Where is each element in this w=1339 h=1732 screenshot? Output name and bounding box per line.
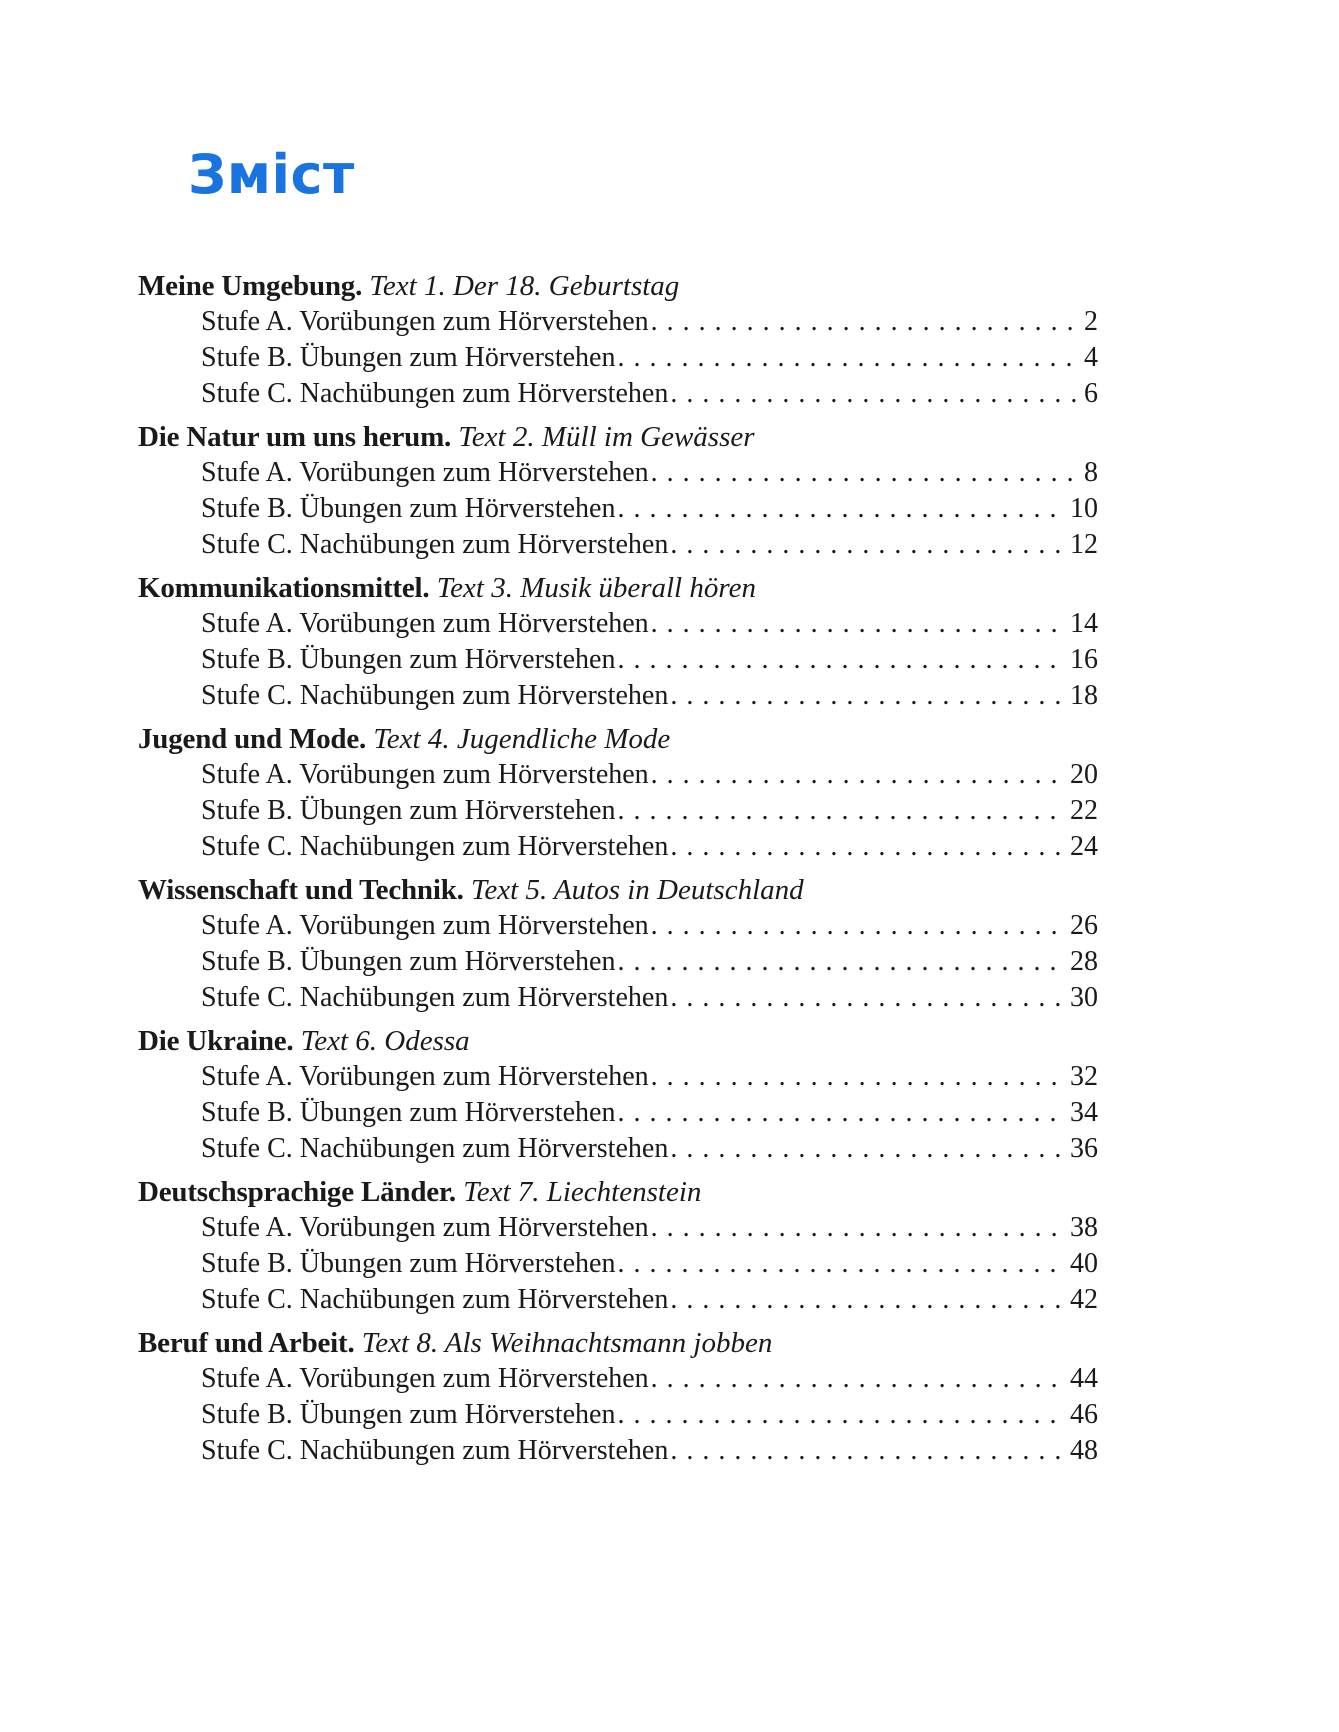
toc-entry[interactable] <box>138 606 1098 642</box>
toc-entry[interactable] <box>138 1131 1098 1167</box>
page-number: 12 <box>1070 529 1098 560</box>
section-text-title: Text 7. Liechtenstein <box>463 1176 702 1208</box>
entry-label: Stufe A. Vorübungen zum Hörverstehen <box>201 457 649 488</box>
toc-entry[interactable] <box>138 304 1098 340</box>
page-number: 32 <box>1070 1061 1098 1092</box>
toc-section <box>138 570 1098 714</box>
section-text-title: Text 4. Jugendliche Mode <box>373 723 671 755</box>
toc-section <box>138 268 1098 412</box>
dot-leader <box>617 944 1067 980</box>
toc-entry[interactable] <box>138 491 1098 527</box>
section-text-title: Text 3. Musik überall hören <box>436 572 756 604</box>
entry-label: Stufe C. Nachübungen zum Hörverstehen <box>201 529 669 560</box>
entry-label: Stufe B. Übungen zum Hörverstehen <box>201 946 616 977</box>
section-heading[interactable] <box>138 570 1098 606</box>
toc-entry[interactable] <box>138 1397 1098 1433</box>
page-number: 10 <box>1070 493 1098 524</box>
dot-leader <box>617 340 1081 376</box>
toc-entry[interactable] <box>138 678 1098 714</box>
dot-leader <box>651 606 1067 642</box>
toc-entry[interactable] <box>138 1095 1098 1131</box>
entry-label: Stufe A. Vorübungen zum Hörverstehen <box>201 910 649 941</box>
dot-leader <box>651 1361 1067 1397</box>
dot-leader <box>670 678 1067 714</box>
page-number: 8 <box>1084 457 1098 488</box>
entry-label: Stufe C. Nachübungen zum Hörverstehen <box>201 982 669 1013</box>
dot-leader <box>670 376 1081 412</box>
section-text-title: Text 1. Der 18. Geburtstag <box>369 270 680 302</box>
entry-label: Stufe C. Nachübungen zum Hörverstehen <box>201 1133 669 1164</box>
entry-label: Stufe B. Übungen zum Hörverstehen <box>201 493 616 524</box>
toc-entry[interactable] <box>138 527 1098 563</box>
dot-leader <box>617 491 1067 527</box>
toc-entry[interactable] <box>138 793 1098 829</box>
toc-entry[interactable] <box>138 980 1098 1016</box>
page-number: 18 <box>1070 680 1098 711</box>
dot-leader <box>670 980 1067 1016</box>
dot-leader <box>617 1397 1067 1433</box>
section-heading[interactable] <box>138 1174 1098 1210</box>
dot-leader <box>651 757 1067 793</box>
dot-leader <box>651 908 1067 944</box>
page-number: 20 <box>1070 759 1098 790</box>
page-title: Зміст <box>188 143 355 206</box>
page-number: 24 <box>1070 831 1098 862</box>
page-number: 28 <box>1070 946 1098 977</box>
section-heading[interactable] <box>138 268 1098 304</box>
entry-label: Stufe B. Übungen zum Hörverstehen <box>201 342 616 373</box>
toc-entry[interactable] <box>138 829 1098 865</box>
dot-leader <box>651 455 1081 491</box>
toc-entry[interactable] <box>138 340 1098 376</box>
toc-entry[interactable] <box>138 455 1098 491</box>
dot-leader <box>617 642 1067 678</box>
toc-entry[interactable] <box>138 1433 1098 1469</box>
dot-leader <box>617 793 1067 829</box>
entry-label: Stufe B. Übungen zum Hörverstehen <box>201 1097 616 1128</box>
entry-label: Stufe B. Übungen zum Hörverstehen <box>201 1399 616 1430</box>
section-heading[interactable] <box>138 872 1098 908</box>
toc-entry[interactable] <box>138 642 1098 678</box>
dot-leader <box>651 1210 1067 1246</box>
entry-label: Stufe B. Übungen zum Hörverstehen <box>201 795 616 826</box>
toc-entry[interactable] <box>138 1361 1098 1397</box>
dot-leader <box>617 1246 1067 1282</box>
page-number: 44 <box>1070 1363 1098 1394</box>
entry-label: Stufe A. Vorübungen zum Hörverstehen <box>201 1212 649 1243</box>
dot-leader <box>670 829 1067 865</box>
entry-label: Stufe C. Nachübungen zum Hörverstehen <box>201 1284 669 1315</box>
section-text-title: Text 8. Als Weihnachtsmann jobben <box>361 1327 773 1359</box>
entry-label: Stufe C. Nachübungen zum Hörverstehen <box>201 680 669 711</box>
toc-entry[interactable] <box>138 1246 1098 1282</box>
page-number: 16 <box>1070 644 1098 675</box>
dot-leader <box>651 304 1081 340</box>
page-number: 48 <box>1070 1435 1098 1466</box>
toc-entry[interactable] <box>138 376 1098 412</box>
section-title: Die Ukraine. <box>138 1025 294 1057</box>
page-number: 38 <box>1070 1212 1098 1243</box>
section-heading[interactable] <box>138 1325 1098 1361</box>
entry-label: Stufe A. Vorübungen zum Hörverstehen <box>201 1363 649 1394</box>
page-number: 36 <box>1070 1133 1098 1164</box>
table-of-contents <box>138 268 1098 1476</box>
entry-label: Stufe A. Vorübungen zum Hörverstehen <box>201 608 649 639</box>
section-text-title: Text 6. Odessa <box>300 1025 470 1057</box>
section-heading[interactable] <box>138 1023 1098 1059</box>
dot-leader <box>670 1433 1067 1469</box>
dot-leader <box>670 1131 1067 1167</box>
section-title: Jugend und Mode. <box>138 723 367 755</box>
dot-leader <box>617 1095 1067 1131</box>
dot-leader <box>651 1059 1067 1095</box>
toc-section <box>138 1174 1098 1318</box>
entry-label: Stufe C. Nachübungen zum Hörverstehen <box>201 831 669 862</box>
page-number: 4 <box>1084 342 1098 373</box>
entry-label: Stufe A. Vorübungen zum Hörverstehen <box>201 306 649 337</box>
page-number: 40 <box>1070 1248 1098 1279</box>
section-title: Meine Umgebung. <box>138 270 363 302</box>
page-number: 26 <box>1070 910 1098 941</box>
page-number: 34 <box>1070 1097 1098 1128</box>
toc-section <box>138 1023 1098 1167</box>
toc-section <box>138 1325 1098 1469</box>
page-number: 2 <box>1084 306 1098 337</box>
page-number: 30 <box>1070 982 1098 1013</box>
toc-entry[interactable] <box>138 1210 1098 1246</box>
section-title: Wissenschaft und Technik. <box>138 874 464 906</box>
entry-label: Stufe A. Vorübungen zum Hörverstehen <box>201 759 649 790</box>
section-text-title: Text 2. Müll im Gewässer <box>458 421 755 453</box>
page-number: 42 <box>1070 1284 1098 1315</box>
section-title: Beruf und Arbeit. <box>138 1327 355 1359</box>
page-number: 22 <box>1070 795 1098 826</box>
dot-leader <box>670 1282 1067 1318</box>
toc-entry[interactable] <box>138 908 1098 944</box>
entry-label: Stufe B. Übungen zum Hörverstehen <box>201 1248 616 1279</box>
entry-label: Stufe B. Übungen zum Hörverstehen <box>201 644 616 675</box>
toc-entry[interactable] <box>138 1059 1098 1095</box>
page-number: 46 <box>1070 1399 1098 1430</box>
dot-leader <box>670 527 1067 563</box>
page-number: 14 <box>1070 608 1098 639</box>
page-number: 6 <box>1084 378 1098 409</box>
section-heading[interactable] <box>138 721 1098 757</box>
entry-label: Stufe C. Nachübungen zum Hörverstehen <box>201 378 669 409</box>
toc-entry[interactable] <box>138 1282 1098 1318</box>
section-text-title: Text 5. Autos in Deutschland <box>470 874 804 906</box>
entry-label: Stufe A. Vorübungen zum Hörverstehen <box>201 1061 649 1092</box>
section-heading[interactable] <box>138 419 1098 455</box>
toc-entry[interactable] <box>138 944 1098 980</box>
entry-label: Stufe C. Nachübungen zum Hörverstehen <box>201 1435 669 1466</box>
section-title: Kommunikationsmittel. <box>138 572 430 604</box>
section-title: Deutschsprachige Länder. <box>138 1176 456 1208</box>
section-title: Die Natur um uns herum. <box>138 421 452 453</box>
toc-entry[interactable] <box>138 757 1098 793</box>
toc-section <box>138 419 1098 563</box>
toc-section <box>138 872 1098 1016</box>
toc-section <box>138 721 1098 865</box>
